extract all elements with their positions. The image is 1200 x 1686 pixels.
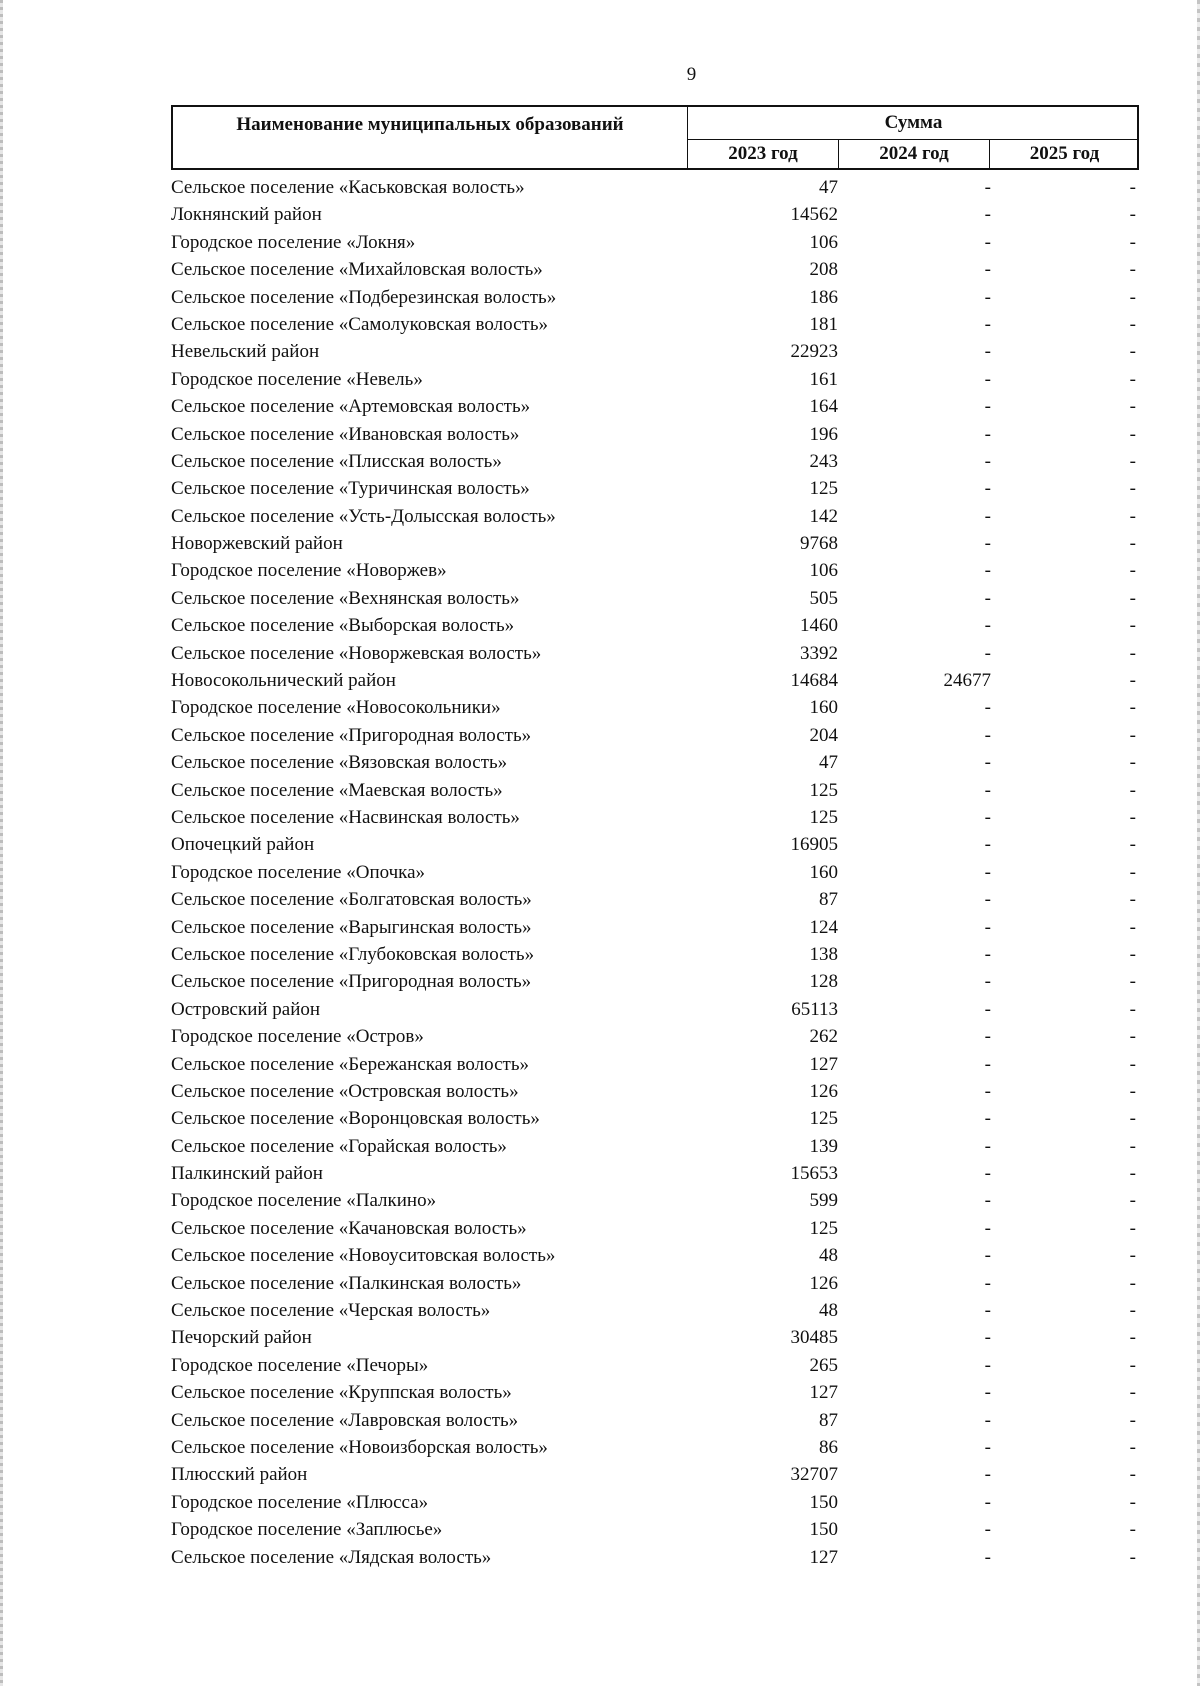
- row-name: Городское поселение «Палкино»: [171, 1190, 437, 1212]
- row-name: Сельское поселение «Маевская волость»: [171, 779, 503, 801]
- value-2024: -: [984, 1026, 991, 1048]
- value-2024: -: [984, 998, 991, 1020]
- value-2024: -: [984, 806, 991, 828]
- value-2023: 150: [809, 1491, 838, 1513]
- value-2023: 15653: [790, 1163, 838, 1185]
- value-2023: 125: [809, 1108, 838, 1130]
- value-2023: 48: [819, 1245, 838, 1267]
- row-name: Городское поселение «Невель»: [171, 368, 423, 390]
- value-2023: 127: [809, 1053, 838, 1075]
- page-number: 9: [686, 64, 697, 85]
- value-2025: -: [1129, 1026, 1136, 1048]
- value-2025: -: [1129, 1491, 1136, 1513]
- row-name: Сельское поселение «Пригородная волость»: [171, 724, 532, 746]
- row-name: Городское поселение «Новосокольники»: [171, 697, 501, 719]
- row-name: Городское поселение «Плюсса»: [171, 1491, 429, 1513]
- value-2025: -: [1129, 1190, 1136, 1212]
- table-row: [0, 530, 1200, 557]
- row-name: Сельское поселение «Новоуситовская волость»: [171, 1245, 556, 1267]
- value-2025: -: [1129, 204, 1136, 226]
- value-2025: -: [1129, 724, 1136, 746]
- value-2025: -: [1129, 231, 1136, 253]
- value-2024: -: [984, 971, 991, 993]
- value-2024: -: [984, 916, 991, 938]
- value-2023: 30485: [790, 1327, 838, 1349]
- value-2025: -: [1129, 177, 1136, 198]
- value-2023: 65113: [791, 998, 838, 1020]
- table-row: [0, 804, 1200, 831]
- value-2023: 265: [809, 1354, 838, 1376]
- value-2023: 47: [819, 752, 838, 774]
- value-2025: -: [1129, 1409, 1136, 1431]
- row-name: Сельское поселение «Глубоковская волость»: [171, 943, 535, 965]
- value-2024: -: [984, 1053, 991, 1075]
- value-2025: -: [1129, 1546, 1136, 1568]
- table-row: [0, 557, 1200, 584]
- value-2024: -: [984, 1272, 991, 1294]
- value-2024: -: [984, 1409, 991, 1431]
- value-2025: -: [1129, 1163, 1136, 1185]
- row-name: Невельский район: [171, 341, 320, 363]
- value-2025: -: [1129, 1354, 1136, 1376]
- table-row: [0, 1407, 1200, 1434]
- table-row: [0, 667, 1200, 694]
- value-2023: 243: [809, 450, 838, 472]
- row-name: Сельское поселение «Вязовская волость»: [171, 752, 508, 774]
- row-name: Островский район: [171, 998, 321, 1020]
- value-2023: 87: [819, 1409, 838, 1431]
- row-name: Сельское поселение «Пригородная волость»: [171, 971, 532, 993]
- table-row: [0, 1215, 1200, 1242]
- value-2024: -: [984, 478, 991, 500]
- row-name: Сельское поселение «Островская волость»: [171, 1080, 519, 1102]
- value-2025: -: [1129, 779, 1136, 801]
- table-row: [0, 640, 1200, 667]
- row-name: Сельское поселение «Каськовская волость»: [171, 177, 525, 198]
- row-name: Новоржевский район: [171, 533, 343, 555]
- header-year-2025: 2025 год: [1029, 143, 1100, 164]
- value-2023: 14684: [790, 670, 838, 692]
- table-row: [0, 914, 1200, 941]
- value-2023: 106: [809, 231, 838, 253]
- table-row: [0, 229, 1200, 256]
- row-name: Опочецкий район: [171, 834, 315, 856]
- value-2023: 106: [809, 560, 838, 582]
- value-2025: -: [1129, 943, 1136, 965]
- value-2025: -: [1129, 1135, 1136, 1157]
- value-2023: 164: [809, 396, 838, 418]
- value-2024: -: [984, 697, 991, 719]
- value-2024: -: [984, 533, 991, 555]
- table-row: [0, 421, 1200, 448]
- row-name: Локнянский район: [171, 204, 322, 226]
- value-2023: 125: [809, 806, 838, 828]
- value-2023: 150: [809, 1519, 838, 1541]
- value-2023: 139: [809, 1135, 838, 1157]
- value-2024: -: [984, 368, 991, 390]
- value-2025: -: [1129, 1245, 1136, 1267]
- row-name: Сельское поселение «Выборская волость»: [171, 615, 515, 637]
- table-row: [0, 694, 1200, 721]
- row-name: Сельское поселение «Варыгинская волость»: [171, 916, 532, 938]
- value-2025: -: [1129, 478, 1136, 500]
- value-2024: -: [984, 286, 991, 308]
- header-year-2023: 2023 год: [688, 140, 839, 168]
- row-name: Печорский район: [171, 1327, 312, 1349]
- value-2024: -: [984, 259, 991, 281]
- value-2025: -: [1129, 505, 1136, 527]
- row-name: Сельское поселение «Новоржевская волость»: [171, 642, 542, 664]
- table-row: [0, 475, 1200, 502]
- table-body: [0, 174, 1200, 1571]
- table-row: [0, 859, 1200, 886]
- table-row: [0, 1160, 1200, 1187]
- table-row: [0, 1297, 1200, 1324]
- row-name: Сельское поселение «Круппская волость»: [171, 1382, 512, 1404]
- table-row: [0, 777, 1200, 804]
- value-2023: 86: [819, 1436, 838, 1458]
- value-2024: -: [984, 560, 991, 582]
- table-row: [0, 749, 1200, 776]
- table-row: [0, 284, 1200, 311]
- row-name: Сельское поселение «Самолуковская волость»: [171, 313, 549, 335]
- row-name: Сельское поселение «Плисская волость»: [171, 450, 502, 472]
- table-row: [0, 1461, 1200, 1488]
- value-2024: -: [984, 177, 991, 198]
- value-2023: 1460: [800, 615, 838, 637]
- value-2025: -: [1129, 998, 1136, 1020]
- table-row: [0, 886, 1200, 913]
- table-row: [0, 393, 1200, 420]
- value-2025: -: [1129, 1108, 1136, 1130]
- table-row: [0, 996, 1200, 1023]
- row-name: Сельское поселение «Подберезинская волость»: [171, 286, 557, 308]
- value-2024: -: [984, 642, 991, 664]
- row-name: Сельское поселение «Артемовская волость»: [171, 396, 531, 418]
- value-2024: -: [984, 615, 991, 637]
- value-2025: -: [1129, 259, 1136, 281]
- row-name: Сельское поселение «Новоизборская волость»: [171, 1436, 548, 1458]
- table-row: [0, 1023, 1200, 1050]
- table-row: [0, 1187, 1200, 1214]
- value-2023: 505: [809, 587, 838, 609]
- value-2025: -: [1129, 1053, 1136, 1075]
- value-2024: -: [984, 1464, 991, 1486]
- value-2023: 125: [809, 478, 838, 500]
- value-2025: -: [1129, 1464, 1136, 1486]
- value-2023: 160: [809, 697, 838, 719]
- value-2024: -: [984, 423, 991, 445]
- row-name: Сельское поселение «Ивановская волость»: [171, 423, 520, 445]
- value-2023: 599: [809, 1190, 838, 1212]
- table-row: [0, 1489, 1200, 1516]
- table-row: [0, 941, 1200, 968]
- table-row: [0, 722, 1200, 749]
- value-2023: 124: [809, 916, 838, 938]
- row-name: Сельское поселение «Насвинская волость»: [171, 806, 520, 828]
- row-name: Городское поселение «Локня»: [171, 231, 416, 253]
- value-2024: -: [984, 1382, 991, 1404]
- value-2025: -: [1129, 752, 1136, 774]
- table-row: [0, 1133, 1200, 1160]
- value-2023: 127: [809, 1546, 838, 1568]
- value-2023: 128: [809, 971, 838, 993]
- value-2024: -: [984, 943, 991, 965]
- row-name: Сельское поселение «Горайская волость»: [171, 1135, 507, 1157]
- table-row: [0, 1379, 1200, 1406]
- value-2024: -: [984, 1135, 991, 1157]
- row-name: Сельское поселение «Лядская волость»: [171, 1546, 492, 1568]
- value-2025: -: [1129, 1436, 1136, 1458]
- row-name: Сельское поселение «Воронцовская волость»: [171, 1108, 540, 1130]
- value-2023: 126: [809, 1080, 838, 1102]
- row-name: Городское поселение «Заплюсье»: [171, 1519, 443, 1541]
- row-name: Сельское поселение «Усть-Долысская волость»: [171, 505, 556, 527]
- table-row: [0, 201, 1200, 228]
- table-row: [0, 503, 1200, 530]
- table-header: [171, 105, 1139, 170]
- table-row: [0, 968, 1200, 995]
- table-row: [0, 174, 1200, 201]
- value-2024: -: [984, 1300, 991, 1322]
- table-row: [0, 1242, 1200, 1269]
- value-2025: -: [1129, 368, 1136, 390]
- value-2025: -: [1129, 1300, 1136, 1322]
- value-2024: -: [984, 231, 991, 253]
- value-2025: -: [1129, 642, 1136, 664]
- row-name: Городское поселение «Печоры»: [171, 1354, 429, 1376]
- value-2025: -: [1129, 1519, 1136, 1541]
- table-row: [0, 1544, 1200, 1571]
- value-2024: -: [984, 1190, 991, 1212]
- value-2023: 3392: [800, 642, 838, 664]
- value-2024: -: [984, 752, 991, 774]
- row-name: Сельское поселение «Болгатовская волость»: [171, 889, 532, 911]
- value-2024: -: [984, 587, 991, 609]
- value-2024: -: [984, 1080, 991, 1102]
- row-name: Сельское поселение «Качановская волость»: [171, 1217, 527, 1239]
- value-2024: -: [984, 889, 991, 911]
- table-row: [0, 1516, 1200, 1543]
- value-2023: 32707: [790, 1464, 838, 1486]
- row-name: Новосокольнический район: [171, 670, 396, 692]
- table-row: [0, 831, 1200, 858]
- value-2025: -: [1129, 861, 1136, 883]
- row-name: Городское поселение «Новоржев»: [171, 560, 447, 582]
- row-name: Сельское поселение «Лавровская волость»: [171, 1409, 519, 1431]
- value-2023: 160: [809, 861, 838, 883]
- value-2023: 186: [809, 286, 838, 308]
- row-name: Городское поселение «Опочка»: [171, 861, 426, 883]
- row-name: Городское поселение «Остров»: [171, 1026, 424, 1048]
- value-2025: -: [1129, 1327, 1136, 1349]
- table-row: [0, 585, 1200, 612]
- value-2023: 16905: [790, 834, 838, 856]
- value-2024: -: [984, 1354, 991, 1376]
- value-2024: -: [984, 861, 991, 883]
- value-2025: -: [1129, 1080, 1136, 1102]
- header-sum-column: Сумма: [688, 107, 1139, 140]
- table-row: [0, 1324, 1200, 1351]
- table-row: [0, 1270, 1200, 1297]
- value-2024: -: [984, 1163, 991, 1185]
- value-2025: -: [1129, 313, 1136, 335]
- table-row: [0, 338, 1200, 365]
- row-name: Сельское поселение «Палкинская волость»: [171, 1272, 522, 1294]
- value-2025: -: [1129, 286, 1136, 308]
- value-2023: 48: [819, 1300, 838, 1322]
- header-name-column: Наименование муниципальных образований: [173, 107, 688, 168]
- value-2025: -: [1129, 560, 1136, 582]
- table-row: [0, 1434, 1200, 1461]
- value-2024: -: [984, 1491, 991, 1513]
- table-row: [0, 1051, 1200, 1078]
- value-2024: -: [984, 313, 991, 335]
- value-2024: -: [984, 341, 991, 363]
- value-2023: 126: [809, 1272, 838, 1294]
- table-row: [0, 311, 1200, 338]
- value-2023: 142: [809, 505, 838, 527]
- value-2023: 22923: [790, 341, 838, 363]
- value-2024: -: [984, 396, 991, 418]
- value-2023: 161: [809, 368, 838, 390]
- row-name: Плюсский район: [171, 1464, 308, 1486]
- value-2023: 181: [809, 313, 838, 335]
- value-2024: -: [984, 1245, 991, 1267]
- value-2024: -: [984, 1436, 991, 1458]
- value-2025: -: [1129, 806, 1136, 828]
- value-2023: 125: [809, 779, 838, 801]
- value-2023: 138: [809, 943, 838, 965]
- row-name: Сельское поселение «Михайловская волость»: [171, 259, 543, 281]
- value-2024: -: [984, 1108, 991, 1130]
- row-name: Сельское поселение «Вехнянская волость»: [171, 587, 520, 609]
- value-2025: -: [1129, 1272, 1136, 1294]
- value-2024: -: [984, 505, 991, 527]
- table-row: [0, 612, 1200, 639]
- value-2025: -: [1129, 423, 1136, 445]
- value-2025: -: [1129, 971, 1136, 993]
- table-row: [0, 1352, 1200, 1379]
- header-year-2024: 2024 год: [839, 140, 990, 168]
- value-2023: 204: [809, 724, 838, 746]
- value-2023: 87: [819, 889, 838, 911]
- value-2024: -: [984, 1546, 991, 1568]
- value-2025: -: [1129, 834, 1136, 856]
- value-2023: 208: [809, 259, 838, 281]
- row-name: Сельское поселение «Черская волость»: [171, 1300, 491, 1322]
- value-2025: -: [1129, 615, 1136, 637]
- table-row: [0, 256, 1200, 283]
- row-name: Палкинский район: [171, 1163, 323, 1185]
- value-2024: -: [984, 834, 991, 856]
- table-row: [0, 1078, 1200, 1105]
- table-row: [0, 1105, 1200, 1132]
- value-2023: 9768: [800, 533, 838, 555]
- value-2025: -: [1129, 670, 1136, 692]
- value-2024: -: [984, 450, 991, 472]
- value-2025: -: [1129, 396, 1136, 418]
- table-row: [0, 448, 1200, 475]
- value-2023: 196: [809, 423, 838, 445]
- value-2025: -: [1129, 1382, 1136, 1404]
- value-2025: -: [1129, 533, 1136, 555]
- value-2024: -: [984, 724, 991, 746]
- value-2024: -: [984, 1519, 991, 1541]
- value-2024: -: [984, 204, 991, 226]
- value-2025: -: [1129, 341, 1136, 363]
- value-2025: -: [1129, 587, 1136, 609]
- value-2023: 14562: [790, 204, 838, 226]
- row-name: Сельское поселение «Туричинская волость»: [171, 478, 530, 500]
- value-2025: -: [1129, 450, 1136, 472]
- value-2023: 47: [819, 177, 838, 198]
- value-2025: -: [1129, 1217, 1136, 1239]
- table-row: [0, 366, 1200, 393]
- value-2024: -: [984, 1327, 991, 1349]
- value-2024: -: [984, 779, 991, 801]
- value-2024: -: [984, 1217, 991, 1239]
- value-2025: -: [1129, 697, 1136, 719]
- value-2025: -: [1129, 889, 1136, 911]
- value-2024: 24677: [943, 670, 991, 692]
- value-2023: 127: [809, 1382, 838, 1404]
- value-2025: -: [1129, 916, 1136, 938]
- value-2023: 125: [809, 1217, 838, 1239]
- row-name: Сельское поселение «Бережанская волость»: [171, 1053, 530, 1075]
- value-2023: 262: [809, 1026, 838, 1048]
